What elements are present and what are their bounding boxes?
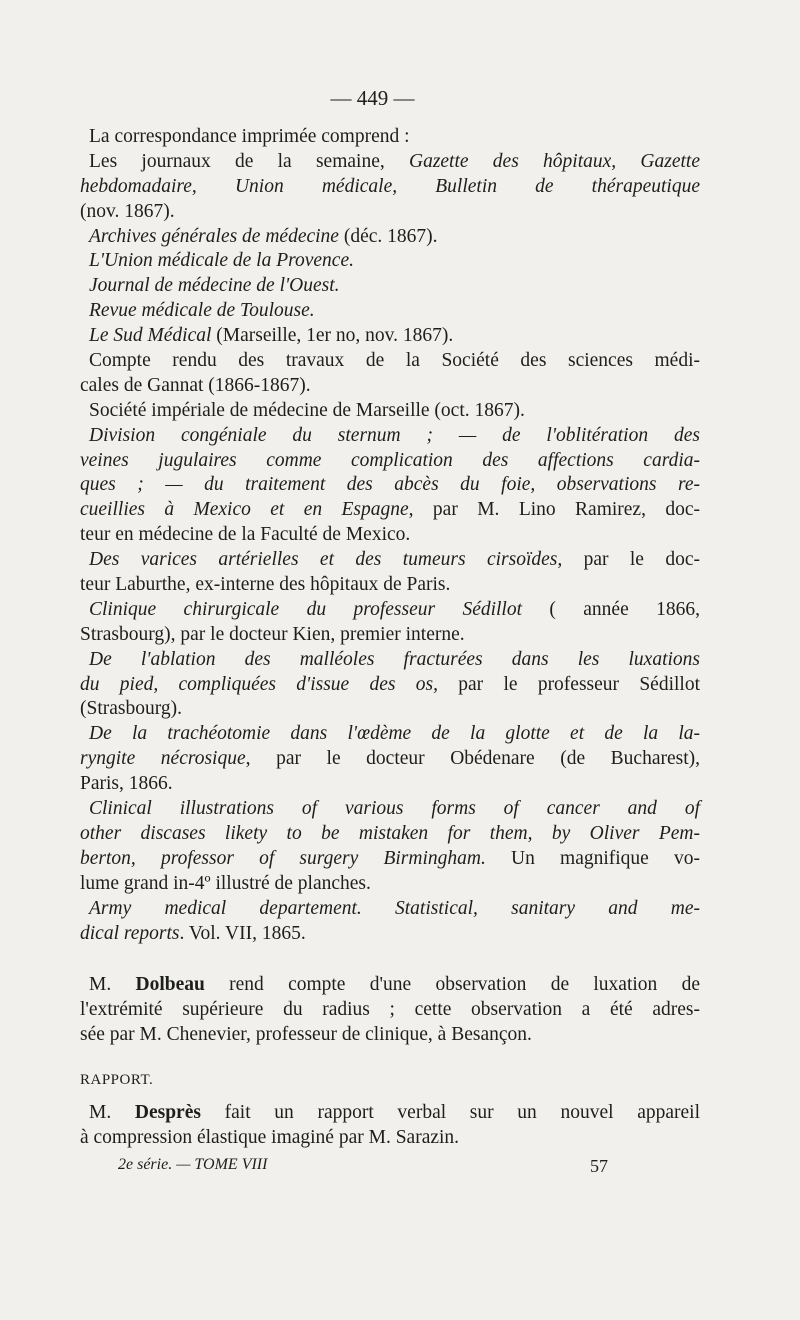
text-line	[80, 324, 700, 349]
text-line	[80, 424, 700, 449]
text-line	[80, 1068, 700, 1093]
body-text	[80, 125, 700, 1151]
italic-text: L'Union médicale de la Provence.	[89, 250, 354, 272]
italic-text: berton, professor of surgery Birmingham.	[80, 847, 486, 869]
text-line	[80, 998, 700, 1023]
italic-text: Clinique chirurgicale du professeur Sédillot	[89, 598, 523, 620]
text-line	[80, 847, 700, 872]
text-line	[80, 225, 700, 250]
paragraph	[80, 598, 700, 648]
text: cales de Gannat (1866-1867).	[80, 374, 311, 396]
text: Compte rendu des travaux de la Société des sciences médi-	[89, 350, 700, 372]
text: teur Laburthe, ex-interne des hôpitaux de Paris.	[80, 574, 451, 596]
text-line	[80, 473, 700, 498]
italic-text: Journal de médecine de l'Ouest.	[89, 275, 340, 297]
paragraph	[80, 897, 700, 947]
paragraph	[80, 973, 700, 1048]
text: , par le docteur Obédenare (de Bucharest),	[245, 748, 700, 770]
text-line	[80, 349, 700, 374]
text: La correspondance imprimée comprend :	[89, 126, 410, 147]
text-line	[80, 573, 700, 598]
italic-text: Des varices artérielles et des tumeurs cirsoïdes,	[89, 549, 563, 571]
italic-text: Revue médicale de Toulouse.	[89, 300, 315, 322]
paragraph	[80, 349, 700, 399]
text-line	[80, 598, 700, 623]
text-line	[80, 922, 700, 947]
text: Société impériale de médecine de Marseille (oct. 1867).	[89, 399, 525, 421]
text-line	[80, 274, 700, 299]
bold-name: Desprès	[134, 1101, 201, 1123]
text: rend compte d'une observation de luxation de	[204, 974, 700, 996]
text-line	[80, 1101, 700, 1126]
text-line	[80, 150, 700, 175]
text-line	[80, 772, 700, 797]
text-line	[80, 697, 700, 722]
italic-text: du pied, compliquées d'issue des os,	[80, 673, 438, 695]
italic-text: Archives générales de médecine	[89, 225, 339, 247]
italic-text: De l'ablation des malléoles fracturées dans les luxations	[89, 648, 700, 670]
italic-text: Division congéniale du sternum ; — de l'oblitération des	[89, 424, 700, 446]
italic-text: Gazette des hôpitaux, Gazette	[408, 150, 700, 172]
section-heading	[80, 1068, 700, 1093]
footer-signature: 57	[590, 1156, 608, 1176]
text-line	[80, 872, 700, 897]
text: lume grand in-4º illustré de planches.	[80, 872, 371, 894]
paragraph	[80, 324, 700, 349]
text: RAPPORT.	[80, 1072, 154, 1089]
italic-text: Clinical illustrations of various forms of cancer and of	[89, 798, 700, 820]
text-line	[80, 498, 700, 523]
paragraph	[80, 548, 700, 598]
text: Un magnifique vo-	[485, 847, 700, 869]
text-line	[80, 822, 700, 847]
paragraph	[80, 274, 700, 299]
italic-text: dical reports	[80, 922, 180, 944]
text: Paris, 1866.	[80, 773, 173, 795]
text-line	[80, 648, 700, 673]
paragraph	[80, 797, 700, 897]
text-line	[80, 797, 700, 822]
paragraph	[80, 399, 700, 424]
paragraph	[80, 249, 700, 274]
text: M.	[89, 974, 136, 996]
italic-text: other discases likety to be mistaken for them, by Oliver Pem-	[80, 822, 700, 844]
text: à compression élastique imaginé par M. Sarazin.	[80, 1126, 460, 1148]
text: fait un rapport verbal sur un nouvel appareil	[200, 1101, 701, 1123]
text: Strasbourg), par le docteur Kien, premier interne.	[80, 623, 465, 645]
text: ( année 1866,	[522, 598, 700, 620]
text-line	[80, 673, 700, 698]
text-line	[80, 747, 700, 772]
text: (nov. 1867).	[80, 200, 175, 222]
text: , par M. Lino Ramirez, doc-	[408, 499, 700, 521]
text-line	[80, 399, 700, 424]
text-line	[80, 175, 700, 200]
paragraph	[80, 648, 700, 723]
footer-series: 2e série. — TOME VIII	[118, 1156, 268, 1173]
text-line	[80, 897, 700, 922]
text-line	[80, 523, 700, 548]
italic-text: veines jugulaires comme complication des affections cardia-	[80, 449, 700, 471]
text: par le doc-	[562, 549, 700, 571]
text: (Strasbourg).	[80, 698, 183, 720]
bold-name: Dolbeau	[135, 974, 205, 996]
text-line	[80, 449, 700, 474]
page-footer	[118, 1156, 618, 1174]
text: Les journaux de la semaine,	[89, 150, 409, 172]
text: sée par M. Chenevier, professeur de clinique, à Besançon.	[80, 1024, 532, 1046]
italic-text: Le Sud Médical	[89, 325, 212, 347]
paragraph	[80, 722, 700, 797]
text-line	[80, 1126, 700, 1151]
page-number: — 449 —	[330, 86, 415, 110]
paragraph	[80, 225, 700, 250]
text: M.	[89, 1101, 135, 1123]
italic-text: De la trachéotomie dans l'œdème de la glotte et de la la-	[89, 723, 700, 745]
text-line	[80, 623, 700, 648]
italic-text: hebdomadaire, Union médicale, Bulletin de thérapeutique	[80, 175, 700, 197]
text-line	[80, 973, 700, 998]
text-line	[80, 200, 700, 225]
text: . Vol. VII, 1865.	[179, 922, 306, 944]
text-line	[80, 548, 700, 573]
text: (déc. 1867).	[338, 225, 438, 247]
paragraph	[80, 125, 700, 150]
text: l'extrémité supérieure du radius ; cette observation a été adres-	[80, 999, 700, 1021]
paragraph	[80, 150, 700, 225]
text-line	[80, 722, 700, 747]
paragraph	[80, 1101, 700, 1151]
text-line	[80, 299, 700, 324]
text: par le professeur Sédillot	[437, 673, 700, 695]
text: (Marseille, 1er no, nov. 1867).	[211, 325, 454, 347]
text-line	[80, 1023, 700, 1048]
text: teur en médecine de la Faculté de Mexico.	[80, 524, 411, 546]
text-line	[80, 374, 700, 399]
italic-text: cueillies à Mexico et en Espagne	[80, 499, 409, 521]
paragraph	[80, 299, 700, 324]
italic-text: ryngite nécrosique	[80, 748, 246, 770]
paragraph	[80, 424, 700, 548]
italic-text: ques ; — du traitement des abcès du foie, observations re-	[80, 474, 700, 496]
italic-text: Army medical departement. Statistical, sanitary and me-	[89, 897, 700, 919]
text-line	[80, 249, 700, 274]
text-line	[80, 125, 700, 150]
